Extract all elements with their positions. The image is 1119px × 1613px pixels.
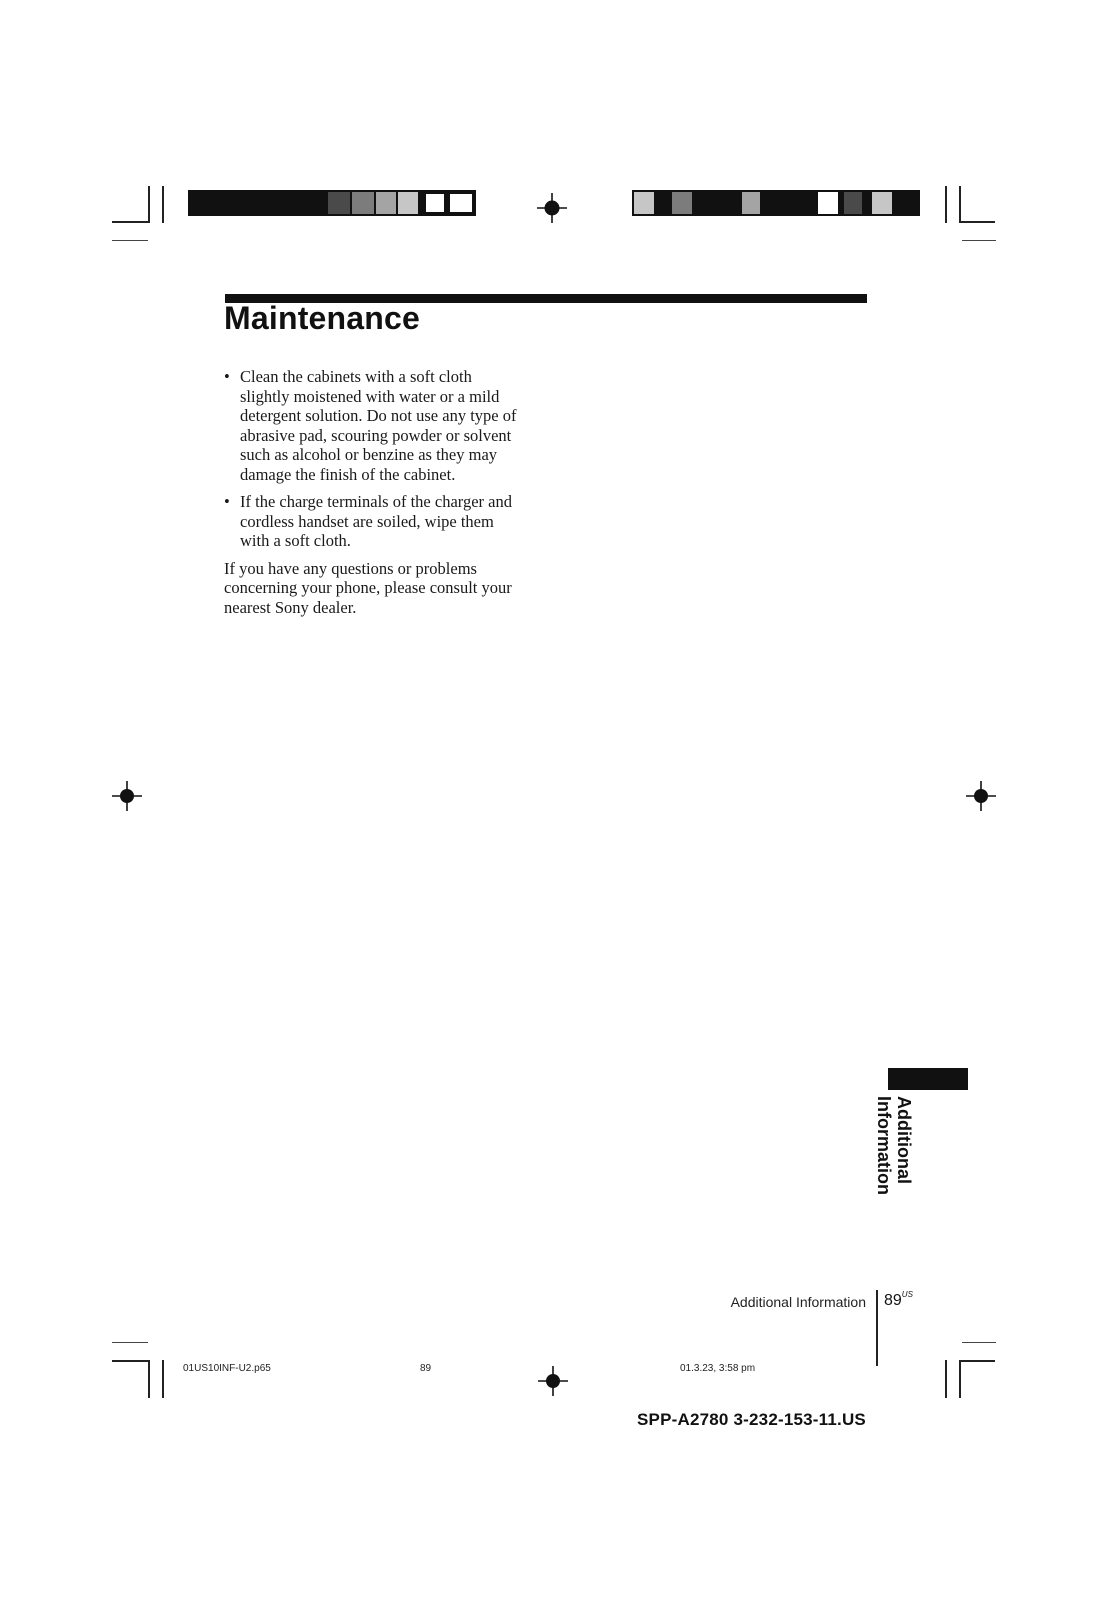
registration-crosshair-icon (966, 781, 996, 811)
color-bar-cell (398, 192, 418, 214)
color-bar-right (632, 190, 920, 216)
crop-mark-icon (945, 1360, 947, 1398)
crop-mark-icon (959, 1360, 995, 1362)
page-number-suffix: US (901, 1290, 913, 1299)
crop-mark-icon (962, 1342, 996, 1343)
side-tab-marker (888, 1068, 968, 1090)
color-bar-cell (448, 192, 474, 214)
registration-crosshair-icon (538, 1366, 568, 1396)
crop-mark-icon (959, 221, 995, 223)
crop-mark-icon (162, 1360, 164, 1398)
color-bar-cell (424, 192, 446, 214)
list-item (224, 492, 524, 551)
color-bar-cell (672, 192, 692, 214)
crop-mark-icon (112, 221, 148, 223)
crop-mark-icon (148, 186, 150, 223)
bullet-icon: • (224, 492, 230, 511)
footer-divider (876, 1290, 878, 1366)
color-bar-cell (872, 192, 892, 214)
list-item-text: If the charge terminals of the charger and cordless handset are soiled, wipe them with a soft cloth. (240, 492, 512, 550)
closing-paragraph: If you have any questions or problems concerning your phone, please consult your nearest Sony dealer. (224, 558, 512, 617)
page-number (884, 1290, 913, 1310)
crop-mark-icon (959, 186, 961, 223)
color-bar-cell (634, 192, 654, 214)
color-bar-cell (742, 192, 760, 214)
slug-timestamp: 01.3.23, 3:58 pm (680, 1363, 756, 1374)
crop-mark-icon (112, 1360, 148, 1362)
crop-mark-icon (945, 186, 947, 223)
color-bar-cell (818, 192, 838, 214)
crop-mark-icon (959, 1360, 961, 1398)
model-code: SPP-A2780 3-232-153-11.US (637, 1410, 866, 1429)
slug-page: 89 (420, 1363, 432, 1374)
body-text (224, 367, 524, 617)
crop-mark-icon (112, 1342, 148, 1343)
footer-section-title: Additional Information (730, 1294, 866, 1310)
bullet-list (224, 367, 524, 551)
list-item-text: Clean the cabinets with a soft cloth slightly moistened with water or a mild detergent solution. Do not use any type of abrasive pad, scouring powder or solvent such as alcohol or benzine as they may damage the finish of the cabinet. (240, 367, 517, 484)
crop-mark-icon (148, 1360, 150, 1398)
registration-crosshair-icon (537, 193, 567, 223)
side-tab-label: Additional Information (874, 1096, 914, 1195)
crop-mark-icon (162, 186, 164, 223)
color-bar-cell (328, 192, 350, 214)
color-bar-cell (376, 192, 396, 214)
page-title: Maintenance (224, 300, 421, 336)
color-bar-left (188, 190, 476, 216)
color-bar-cell (844, 192, 862, 214)
crop-mark-icon (962, 240, 996, 241)
crop-mark-icon (112, 240, 148, 241)
color-bar-cell (352, 192, 374, 214)
slug-file-name: 01US10INF-U2.p65 (183, 1363, 271, 1374)
registration-crosshair-icon (112, 781, 142, 811)
page-number-value: 89 (884, 1292, 902, 1309)
bullet-icon: • (224, 367, 230, 386)
list-item (224, 367, 524, 484)
